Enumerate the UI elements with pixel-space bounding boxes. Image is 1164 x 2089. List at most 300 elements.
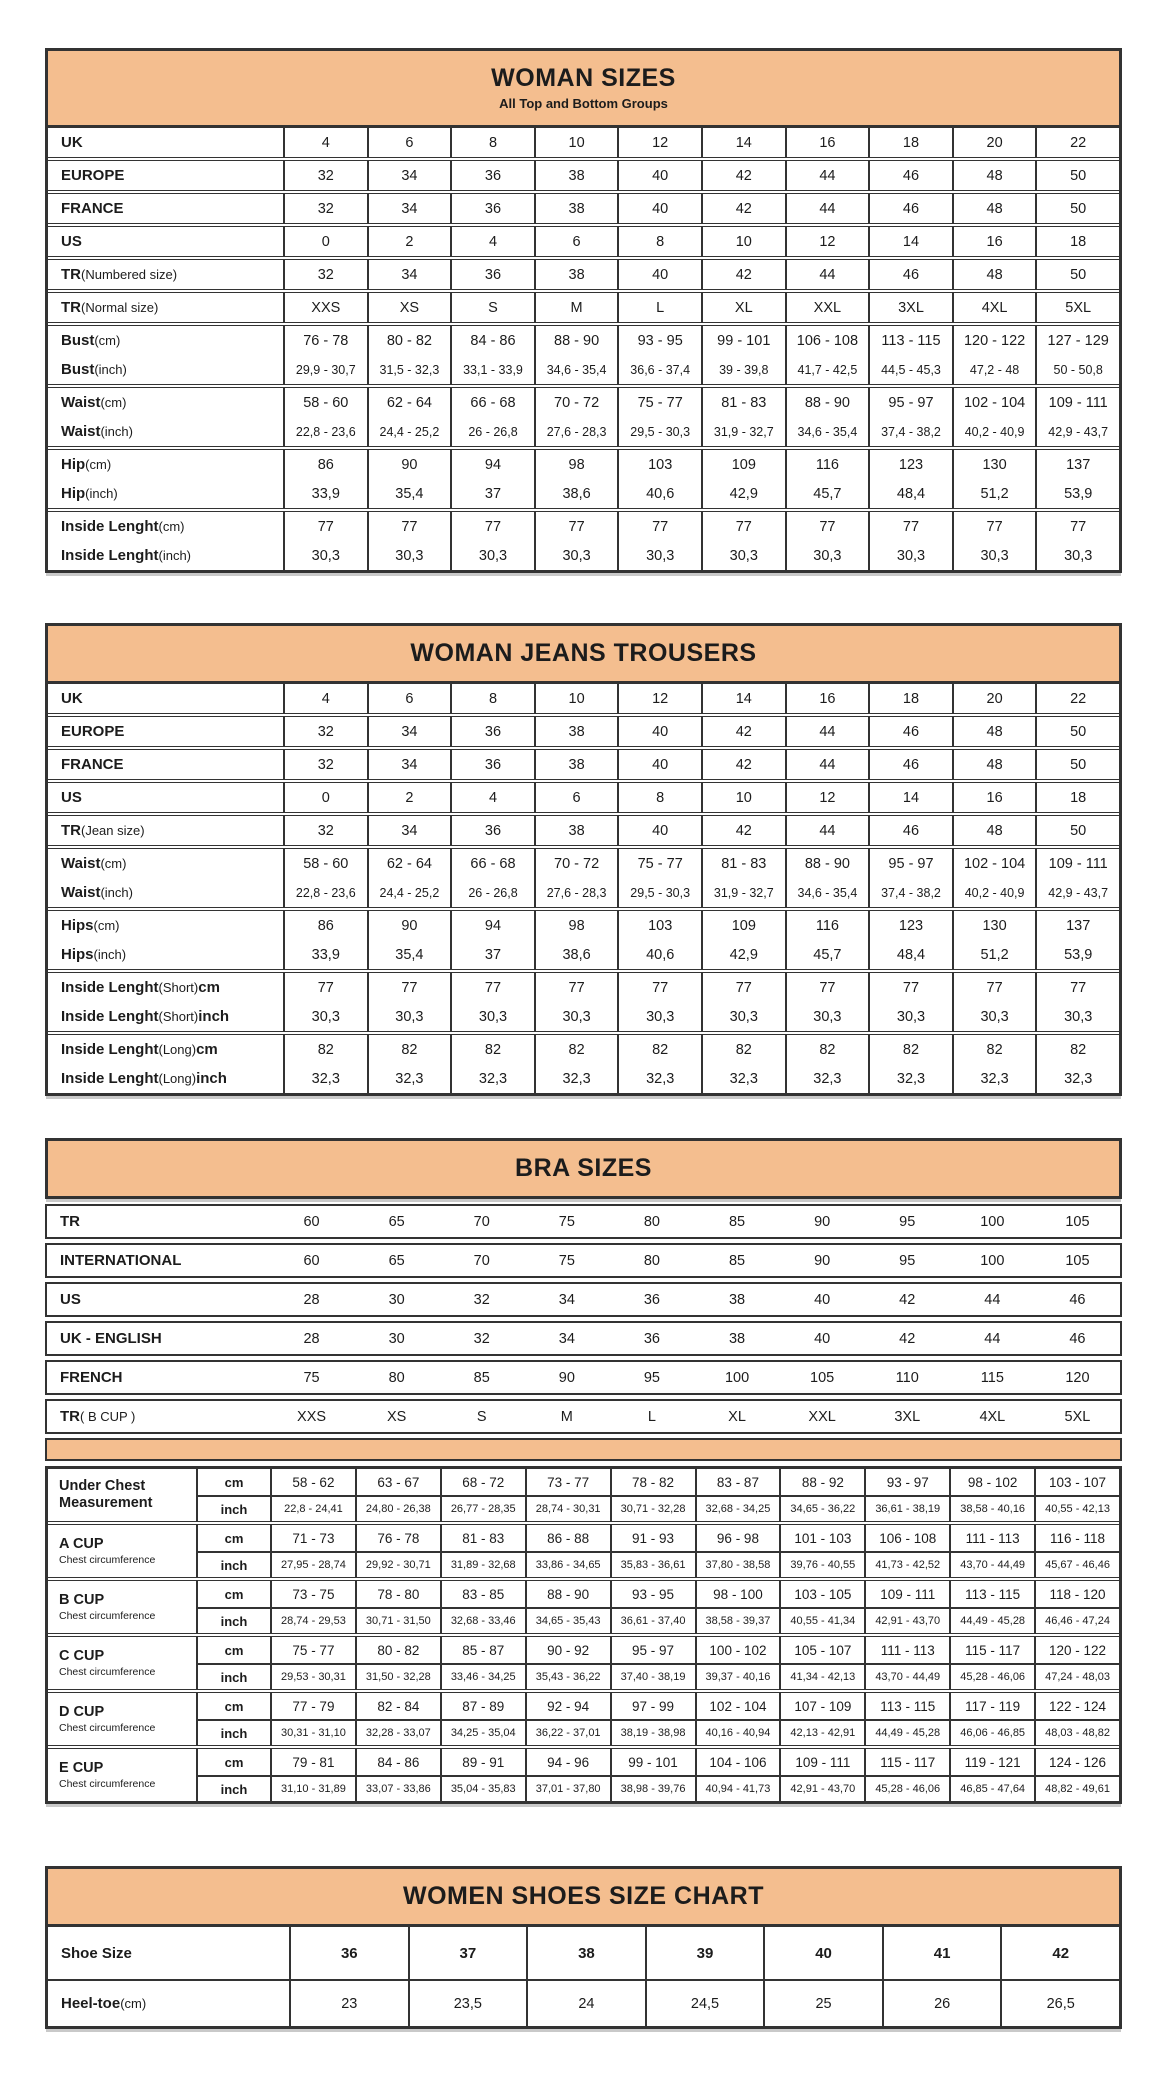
- table-cell: 30,3: [701, 541, 785, 570]
- woman-sizes-table: [45, 48, 1122, 573]
- table-cell: 32: [283, 161, 367, 190]
- table-cell: 6: [367, 128, 451, 157]
- table-cell: 25: [763, 1979, 882, 2026]
- table-cell: 77: [534, 973, 618, 1002]
- spacer: [45, 573, 1122, 623]
- table-cell: 94: [450, 911, 534, 940]
- table-cell: 0: [283, 227, 367, 256]
- table-cell: 95: [899, 1252, 916, 1269]
- table-cell: 77: [701, 512, 785, 541]
- table-cell: 42,9: [701, 940, 785, 969]
- table-cell: 33,46 - 34,25: [440, 1663, 525, 1689]
- table-cell: XXL: [785, 293, 869, 322]
- table-cell: 62 - 64: [367, 388, 451, 417]
- table-cell: 109: [701, 911, 785, 940]
- table-cell: 46,06 - 46,85: [949, 1719, 1034, 1745]
- table-cell: 44: [785, 260, 869, 289]
- row-label: TR (Numbered size): [61, 266, 178, 283]
- table-cell: 71 - 73: [270, 1525, 355, 1551]
- table-cell: 35,4: [367, 940, 451, 969]
- table-cell: 103 - 107: [1034, 1469, 1119, 1495]
- table-cell: 30,3: [617, 1002, 701, 1031]
- table-cell: 10: [534, 128, 618, 157]
- table-cell: 45,67 - 46,46: [1034, 1551, 1119, 1577]
- table-cell: 39: [645, 1927, 764, 1979]
- size-row-group: [48, 128, 1119, 161]
- table-cell: 48: [952, 194, 1036, 223]
- table-cell: 60: [303, 1213, 320, 1230]
- table-cell: 32,3: [367, 1064, 451, 1093]
- table-cell: 31,50 - 32,28: [355, 1663, 440, 1689]
- row-label: Waist (inch): [61, 423, 133, 440]
- table-cell: 41,7 - 42,5: [785, 355, 869, 384]
- table-cell: 29,9 - 30,7: [283, 355, 367, 384]
- table-cell: 30,71 - 31,50: [355, 1607, 440, 1633]
- table-cell: 31,10 - 31,89: [270, 1775, 355, 1801]
- table-cell: 83 - 87: [695, 1469, 780, 1495]
- row-label: FRENCH: [60, 1369, 123, 1386]
- table-cell: 77: [785, 512, 869, 541]
- table-cell: 113 - 115: [949, 1581, 1034, 1607]
- table-row: [48, 1927, 1119, 1979]
- table-cell: 34,6 - 35,4: [785, 878, 869, 907]
- table-cell: 42,13 - 42,91: [779, 1719, 864, 1745]
- table-cell: 77: [1035, 512, 1119, 541]
- table-cell: 34,65 - 35,43: [525, 1607, 610, 1633]
- table-cell: 10: [701, 783, 785, 812]
- table-cell: 88 - 90: [785, 849, 869, 878]
- table-cell: 106 - 108: [785, 326, 869, 355]
- table-cell: 34,6 - 35,4: [785, 417, 869, 446]
- row-label: Inside Lenght (Short) cm: [61, 979, 220, 996]
- table-cell: 10: [701, 227, 785, 256]
- orange-divider: [45, 1438, 1122, 1461]
- table-cell: 70 - 72: [534, 849, 618, 878]
- table-row: [48, 227, 1119, 256]
- table-cell: 14: [701, 128, 785, 157]
- row-label: Inside Lenght (Long) inch: [61, 1070, 227, 1087]
- woman-sizes-header: [48, 51, 1119, 128]
- table-cell: 42: [1000, 1927, 1119, 1979]
- row-label: Waist (inch): [61, 884, 133, 901]
- table-cell: 26: [882, 1979, 1001, 2026]
- unit-label: inch: [196, 1719, 270, 1745]
- table-cell: XS: [367, 293, 451, 322]
- table-cell: 103: [617, 911, 701, 940]
- row-label: Inside Lenght (cm): [61, 518, 185, 535]
- table-cell: 98 - 100: [695, 1581, 780, 1607]
- table-row: [48, 940, 1119, 969]
- table-cell: 34: [558, 1330, 575, 1347]
- table-cell: 94: [450, 450, 534, 479]
- table-cell: 65: [388, 1252, 405, 1269]
- spacer: [45, 1096, 1122, 1138]
- size-row-group: [48, 293, 1119, 326]
- size-row-group: [48, 849, 1119, 911]
- table-cell: 88 - 90: [785, 388, 869, 417]
- table-cell: 40: [617, 816, 701, 845]
- table-cell: 16: [952, 783, 1036, 812]
- table-cell: 81 - 83: [701, 849, 785, 878]
- table-cell: 36: [289, 1927, 408, 1979]
- table-cell: 70 - 72: [534, 388, 618, 417]
- table-cell: 3XL: [868, 293, 952, 322]
- table-cell: 116: [785, 450, 869, 479]
- table-cell: 104 - 106: [695, 1749, 780, 1775]
- table-cell: 48: [952, 750, 1036, 779]
- table-cell: 82: [617, 1035, 701, 1064]
- table-cell: 98: [534, 911, 618, 940]
- table-cell: 82: [534, 1035, 618, 1064]
- table-cell: 77: [701, 973, 785, 1002]
- table-cell: 43,70 - 44,49: [949, 1551, 1034, 1577]
- cup-measurement-group: [48, 1637, 1119, 1693]
- table-cell: 50: [1035, 194, 1119, 223]
- bra-conversion-row: [45, 1399, 1122, 1434]
- table-row: [48, 1064, 1119, 1093]
- size-row-group: [48, 326, 1119, 388]
- table-cell: 33,9: [283, 940, 367, 969]
- size-row-group: [48, 194, 1119, 227]
- table-cell: 107 - 109: [779, 1693, 864, 1719]
- table-cell: 32,68 - 34,25: [695, 1495, 780, 1521]
- table-cell: 30,3: [450, 541, 534, 570]
- table-cell: 78 - 82: [610, 1469, 695, 1495]
- table-row: [48, 128, 1119, 157]
- table-cell: 40,2 - 40,9: [952, 417, 1036, 446]
- table-cell: 44: [984, 1330, 1001, 1347]
- row-label: B CUP Chest circumference: [59, 1591, 156, 1623]
- table-cell: 120: [1065, 1369, 1090, 1386]
- table-cell: 36,61 - 37,40: [610, 1607, 695, 1633]
- unit-label: cm: [196, 1581, 270, 1607]
- table-cell: 8: [617, 227, 701, 256]
- table-cell: 82: [367, 1035, 451, 1064]
- table-cell: 30,3: [283, 1002, 367, 1031]
- table-cell: 28,74 - 30,31: [525, 1495, 610, 1521]
- table-cell: 32,3: [534, 1064, 618, 1093]
- table-cell: 137: [1035, 911, 1119, 940]
- table-cell: 40,94 - 41,73: [695, 1775, 780, 1801]
- table-cell: 75: [558, 1213, 575, 1230]
- table-cell: 105 - 107: [779, 1637, 864, 1663]
- table-row: [48, 326, 1119, 355]
- table-cell: 10: [534, 684, 618, 713]
- table-cell: 116 - 118: [1034, 1525, 1119, 1551]
- row-label: TR ( B CUP ): [60, 1408, 136, 1425]
- table-cell: 39 - 39,8: [701, 355, 785, 384]
- table-cell: 3XL: [894, 1408, 921, 1425]
- table-cell: XL: [728, 1408, 746, 1425]
- bra-sizes-title: BRA SIZES: [515, 1153, 652, 1182]
- row-label: Waist (cm): [61, 855, 127, 872]
- table-cell: 32,3: [785, 1064, 869, 1093]
- table-cell: 127 - 129: [1035, 326, 1119, 355]
- table-cell: 116: [785, 911, 869, 940]
- table-cell: 53,9: [1035, 940, 1119, 969]
- table-cell: 84 - 86: [355, 1749, 440, 1775]
- table-cell: 46: [868, 161, 952, 190]
- table-cell: 35,83 - 36,61: [610, 1551, 695, 1577]
- table-cell: 80: [388, 1369, 405, 1386]
- table-cell: 46: [868, 260, 952, 289]
- table-cell: 109: [701, 450, 785, 479]
- table-cell: 22,8 - 24,41: [270, 1495, 355, 1521]
- table-cell: 30,31 - 31,10: [270, 1719, 355, 1745]
- table-cell: 75 - 77: [617, 388, 701, 417]
- table-row: [48, 878, 1119, 907]
- table-cell: 30,3: [701, 1002, 785, 1031]
- table-cell: 98: [534, 450, 618, 479]
- table-cell: 38: [526, 1927, 645, 1979]
- table-cell: 12: [617, 128, 701, 157]
- unit-label: cm: [196, 1637, 270, 1663]
- table-cell: 38: [728, 1291, 746, 1308]
- row-label: C CUP Chest circumference: [59, 1647, 156, 1679]
- table-cell: 45,7: [785, 940, 869, 969]
- table-cell: 124 - 126: [1034, 1749, 1119, 1775]
- table-cell: 42,9: [701, 479, 785, 508]
- table-cell: 40: [763, 1927, 882, 1979]
- table-cell: 85 - 87: [440, 1637, 525, 1663]
- table-cell: 77: [534, 512, 618, 541]
- table-cell: 44,49 - 45,28: [949, 1607, 1034, 1633]
- table-cell: 79 - 81: [270, 1749, 355, 1775]
- table-cell: 38,58 - 39,37: [695, 1607, 780, 1633]
- row-label: FRANCE: [61, 756, 124, 773]
- table-cell: 40,6: [617, 940, 701, 969]
- table-cell: S: [450, 293, 534, 322]
- table-cell: 48: [952, 816, 1036, 845]
- size-row-group: [48, 816, 1119, 849]
- row-label: TR: [60, 1213, 80, 1230]
- table-cell: 41,73 - 42,52: [864, 1551, 949, 1577]
- woman-sizes-title: WOMAN SIZES: [491, 64, 676, 93]
- table-row: [48, 194, 1119, 223]
- table-cell: 30,3: [283, 541, 367, 570]
- table-row: [48, 161, 1119, 190]
- table-cell: 24,4 - 25,2: [367, 417, 451, 446]
- table-cell: 32,3: [952, 1064, 1036, 1093]
- table-row: [48, 512, 1119, 541]
- table-cell: 80 - 82: [355, 1637, 440, 1663]
- table-cell: 80: [643, 1252, 660, 1269]
- row-label: Waist (cm): [61, 394, 127, 411]
- row-label: EUROPE: [61, 723, 125, 740]
- table-cell: 44: [785, 194, 869, 223]
- table-row: [48, 260, 1119, 289]
- size-row-group: [48, 783, 1119, 816]
- table-row: [48, 417, 1119, 446]
- unit-label: inch: [196, 1495, 270, 1521]
- table-cell: 35,43 - 36,22: [525, 1663, 610, 1689]
- table-cell: 87 - 89: [440, 1693, 525, 1719]
- table-row: [48, 479, 1119, 508]
- table-cell: 81 - 83: [440, 1525, 525, 1551]
- table-cell: 39,76 - 40,55: [779, 1551, 864, 1577]
- row-label: TR (Jean size): [61, 822, 145, 839]
- table-cell: 46,46 - 47,24: [1034, 1607, 1119, 1633]
- table-cell: 109 - 111: [864, 1581, 949, 1607]
- table-cell: 26,5: [1000, 1979, 1119, 2026]
- table-cell: 95: [643, 1369, 660, 1386]
- table-cell: 77: [868, 973, 952, 1002]
- table-cell: 63 - 67: [355, 1469, 440, 1495]
- table-cell: 38: [534, 260, 618, 289]
- table-row: [48, 911, 1119, 940]
- table-cell: 8: [450, 684, 534, 713]
- size-row-group: [48, 388, 1119, 450]
- table-cell: 90: [558, 1369, 575, 1386]
- table-cell: 38: [728, 1330, 746, 1347]
- table-cell: 36,22 - 37,01: [525, 1719, 610, 1745]
- table-cell: 28: [303, 1330, 320, 1347]
- table-cell: 85: [728, 1213, 746, 1230]
- table-cell: 30,3: [367, 541, 451, 570]
- table-cell: 85: [473, 1369, 490, 1386]
- table-cell: 70: [473, 1252, 490, 1269]
- row-label: TR (Normal size): [61, 299, 159, 316]
- row-label: US: [60, 1291, 81, 1308]
- table-cell: 38: [534, 717, 618, 746]
- table-cell: 98 - 102: [949, 1469, 1034, 1495]
- table-cell: 86: [283, 911, 367, 940]
- table-cell: 37: [450, 479, 534, 508]
- spacer: [45, 1804, 1122, 1866]
- table-cell: 113 - 115: [868, 326, 952, 355]
- cup-measurement-group: [48, 1693, 1119, 1749]
- table-cell: 92 - 94: [525, 1693, 610, 1719]
- row-label: D CUP Chest circumference: [59, 1703, 156, 1735]
- table-cell: 48: [952, 717, 1036, 746]
- woman-sizes-body: [48, 128, 1119, 570]
- table-cell: 77: [868, 512, 952, 541]
- table-cell: 82 - 84: [355, 1693, 440, 1719]
- table-cell: 58 - 62: [270, 1469, 355, 1495]
- row-label: US: [61, 789, 82, 806]
- table-cell: 27,6 - 28,3: [534, 417, 618, 446]
- table-cell: 28,74 - 29,53: [270, 1607, 355, 1633]
- table-cell: 2: [367, 227, 451, 256]
- table-cell: 34: [367, 260, 451, 289]
- table-cell: 42: [701, 260, 785, 289]
- table-cell: 36: [450, 816, 534, 845]
- table-cell: 111 - 113: [864, 1637, 949, 1663]
- table-row: [48, 750, 1119, 779]
- table-cell: 31,89 - 32,68: [440, 1551, 525, 1577]
- table-cell: 117 - 119: [949, 1693, 1034, 1719]
- table-cell: 96 - 98: [695, 1525, 780, 1551]
- table-cell: 40: [814, 1291, 831, 1308]
- table-cell: 34,6 - 35,4: [534, 355, 618, 384]
- woman-jeans-table: [45, 623, 1122, 1096]
- shoes-header: [48, 1869, 1119, 1927]
- table-cell: 122 - 124: [1034, 1693, 1119, 1719]
- table-row: [48, 717, 1119, 746]
- table-cell: 14: [701, 684, 785, 713]
- row-label: Hips (cm): [61, 917, 120, 934]
- table-cell: 40,2 - 40,9: [952, 878, 1036, 907]
- table-cell: 22: [1035, 128, 1119, 157]
- table-cell: 46: [1069, 1291, 1086, 1308]
- table-cell: 50: [1035, 161, 1119, 190]
- table-cell: 38: [534, 816, 618, 845]
- table-cell: 77: [952, 973, 1036, 1002]
- table-cell: 97 - 99: [610, 1693, 695, 1719]
- table-cell: 75 - 77: [270, 1637, 355, 1663]
- table-cell: 46,85 - 47,64: [949, 1775, 1034, 1801]
- size-row-group: [48, 1035, 1119, 1093]
- table-cell: 77: [367, 512, 451, 541]
- table-cell: 82: [1035, 1035, 1119, 1064]
- row-label: Heel-toe (cm): [48, 1979, 289, 2026]
- table-cell: 80: [643, 1213, 660, 1230]
- table-cell: 44: [785, 161, 869, 190]
- row-label: Hip (cm): [61, 456, 112, 473]
- unit-label: cm: [196, 1469, 270, 1495]
- table-cell: 32: [283, 194, 367, 223]
- table-cell: 40,16 - 40,94: [695, 1719, 780, 1745]
- table-cell: 47,24 - 48,03: [1034, 1663, 1119, 1689]
- table-cell: 93 - 97: [864, 1469, 949, 1495]
- table-cell: 123: [868, 911, 952, 940]
- table-cell: 30,3: [1035, 541, 1119, 570]
- table-cell: 32: [283, 750, 367, 779]
- row-label: UK: [61, 690, 83, 707]
- cup-measurement-group: [48, 1749, 1119, 1801]
- table-cell: 42,9 - 43,7: [1035, 878, 1119, 907]
- unit-label: inch: [196, 1607, 270, 1633]
- bra-cup-measurements: [45, 1466, 1122, 1804]
- table-cell: 37,4 - 38,2: [868, 417, 952, 446]
- table-cell: 40: [617, 750, 701, 779]
- table-cell: 109 - 111: [1035, 388, 1119, 417]
- bra-conversion-row: [45, 1321, 1122, 1356]
- row-label: Inside Lenght (inch): [61, 547, 192, 564]
- table-cell: 31,5 - 32,3: [367, 355, 451, 384]
- table-cell: 48,03 - 48,82: [1034, 1719, 1119, 1745]
- table-cell: 23: [289, 1979, 408, 2026]
- woman-jeans-title: WOMAN JEANS TROUSERS: [410, 638, 757, 667]
- table-cell: 38,6: [534, 940, 618, 969]
- row-label: Bust (inch): [61, 361, 127, 378]
- table-cell: 32: [473, 1330, 490, 1347]
- table-cell: 37,40 - 38,19: [610, 1663, 695, 1689]
- table-cell: 30,3: [534, 541, 618, 570]
- table-cell: 42: [701, 194, 785, 223]
- table-cell: 46: [868, 717, 952, 746]
- row-label: Shoe Size: [61, 1944, 132, 1962]
- table-cell: 12: [785, 783, 869, 812]
- table-cell: 101 - 103: [779, 1525, 864, 1551]
- table-cell: 130: [952, 450, 1036, 479]
- shoes-size-table: [45, 1866, 1122, 2029]
- table-cell: 38,58 - 40,16: [949, 1495, 1034, 1521]
- table-cell: 40: [617, 161, 701, 190]
- table-cell: 36: [643, 1330, 660, 1347]
- table-cell: 88 - 90: [525, 1581, 610, 1607]
- row-label: Hips (inch): [61, 946, 127, 963]
- table-cell: 32,3: [283, 1064, 367, 1093]
- table-cell: 47,2 - 48: [952, 355, 1036, 384]
- table-cell: 109 - 111: [779, 1749, 864, 1775]
- table-cell: 30,3: [868, 1002, 952, 1031]
- row-label: US: [61, 233, 82, 250]
- table-row: [48, 541, 1119, 570]
- table-cell: 44: [785, 717, 869, 746]
- table-cell: 77: [283, 512, 367, 541]
- table-cell: 42: [899, 1291, 916, 1308]
